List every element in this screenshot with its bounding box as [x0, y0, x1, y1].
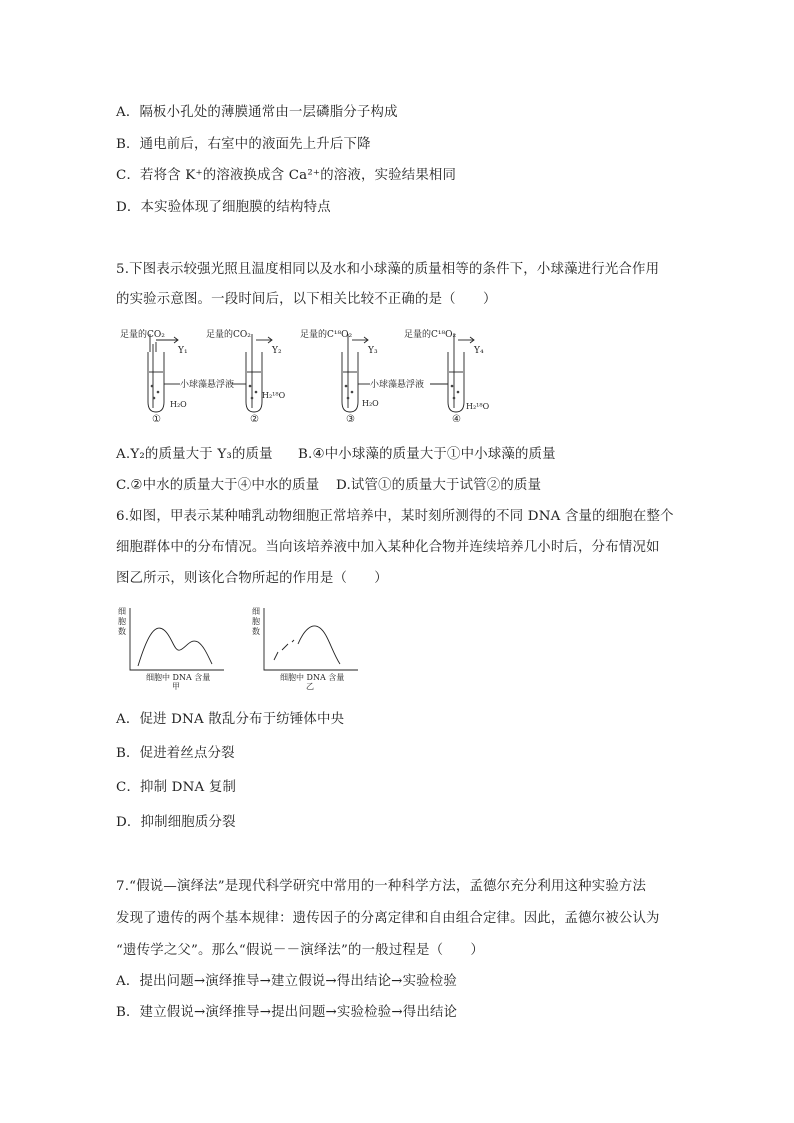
tube-4-water: H₂¹⁸O: [466, 402, 490, 411]
yi-ylabel-2: 胞: [252, 617, 260, 626]
tube-2-water: H₂¹⁸O: [262, 391, 286, 400]
tube-4-num: ④: [452, 414, 461, 422]
q6-option-b: B．促进着丝点分裂: [116, 746, 235, 761]
q6-stem-line3: 图乙所示，则该化合物所起的作用是（ ）: [116, 571, 388, 586]
q6-stem-line2: 细胞群体中的分布情况。当向该培养液中加入某种化合物并连续培养几小时后，分布情况如: [116, 540, 660, 555]
q5-stem-line1: 5.下图表示较强光照且温度相同以及水和小球藻的质量相等的条件下，小球藻进行光合作用: [116, 262, 660, 277]
tube-1-out: Y₁: [178, 346, 188, 356]
q4-option-b: B．通电前后，右室中的液面先上升后下降: [116, 137, 371, 152]
q6-chart-jia: [116, 604, 228, 690]
yi-xlabel: 细胞中 DNA 含量: [280, 673, 345, 682]
tube-2-num: ②: [250, 414, 259, 422]
tube-2: [246, 334, 272, 412]
tube-2-gas: 足量的CO₂: [206, 330, 251, 340]
tube-1-water: H₂O: [170, 400, 187, 409]
q7-stem-line1: 7.“假说—演绎法”是现代科学研究中常用的一种科学方法，孟德尔充分利用这种实验方法: [116, 879, 647, 894]
tube-2-out: Y₂: [272, 346, 282, 356]
tube-4-out: Y₄: [474, 346, 484, 356]
suspension-label-left: 小球藻悬浮液: [180, 380, 235, 390]
yi-ylabel-1: 细: [252, 607, 260, 616]
jia-name: 甲: [172, 682, 180, 690]
tube-1-gas: 足量的CO₂: [120, 330, 165, 340]
q5-option-b: B.④中小球藻的质量大于①中小球藻的质量: [298, 447, 556, 462]
jia-ylabel-3: 数: [118, 627, 126, 636]
tube-3-num: ③: [346, 414, 355, 422]
tube-3-out: Y₃: [368, 346, 378, 356]
q6-chart-yi: [250, 604, 362, 690]
q6-option-d: D．抑制细胞质分裂: [116, 815, 236, 830]
q7-option-a: A．提出问题→演绎推导→建立假说→得出结论→实验检验: [116, 974, 457, 989]
suspension-label-right: 小球藻悬浮液: [370, 380, 425, 390]
tube-1-num: ①: [152, 414, 161, 422]
tube-3-gas: 足量的C¹⁸O₂: [300, 330, 353, 340]
q5-figure-test-tubes: [112, 326, 502, 422]
q7-stem-line2: 发现了遗传的两个基本规律：遗传因子的分离定律和自由组合定律。因此，孟德尔被公认为: [116, 911, 660, 926]
tube-4: [448, 334, 474, 412]
q4-option-d: D．本实验体现了细胞膜的结构特点: [116, 200, 331, 215]
q5-option-a: A.Y₂的质量大于 Y₃的质量: [116, 447, 273, 462]
q6-stem-line1: 6.如图，甲表示某种哺乳动物细胞正常培养中，某时刻所测得的不同 DNA 含量的细胞在整个: [116, 509, 674, 524]
jia-ylabel-1: 细: [118, 607, 126, 616]
tube-3-water: H₂O: [362, 399, 379, 408]
q5-stem-line2: 的实验示意图。一段时间后，以下相关比较不正确的是（ ）: [116, 292, 497, 307]
jia-xlabel: 细胞中 DNA 含量: [146, 673, 211, 682]
q6-option-c: C．抑制 DNA 复制: [116, 780, 237, 795]
q5-option-d: D.试管①的质量大于试管②的质量: [336, 478, 542, 493]
q6-option-a: A．促进 DNA 散乱分布于纺锤体中央: [116, 712, 345, 727]
q5-option-c: C.②中水的质量大于④中水的质量: [116, 478, 320, 493]
yi-name: 乙: [306, 682, 314, 690]
yi-ylabel-3: 数: [252, 627, 260, 636]
q7-stem-line3: “遗传学之父”。那么“假说－－演绎法”的一般过程是（ ）: [116, 943, 484, 958]
q4-option-c: C．若将含 K⁺的溶液换成含 Ca²⁺的溶液，实验结果相同: [116, 168, 457, 183]
q4-option-a: A．隔板小孔处的薄膜通常由一层磷脂分子构成: [116, 105, 398, 120]
q7-option-b: B．建立假说→演绎推导→提出问题→实验检验→得出结论: [116, 1005, 458, 1020]
tube-4-gas: 足量的C¹⁸O₂: [404, 330, 457, 340]
jia-ylabel-2: 胞: [118, 617, 126, 626]
